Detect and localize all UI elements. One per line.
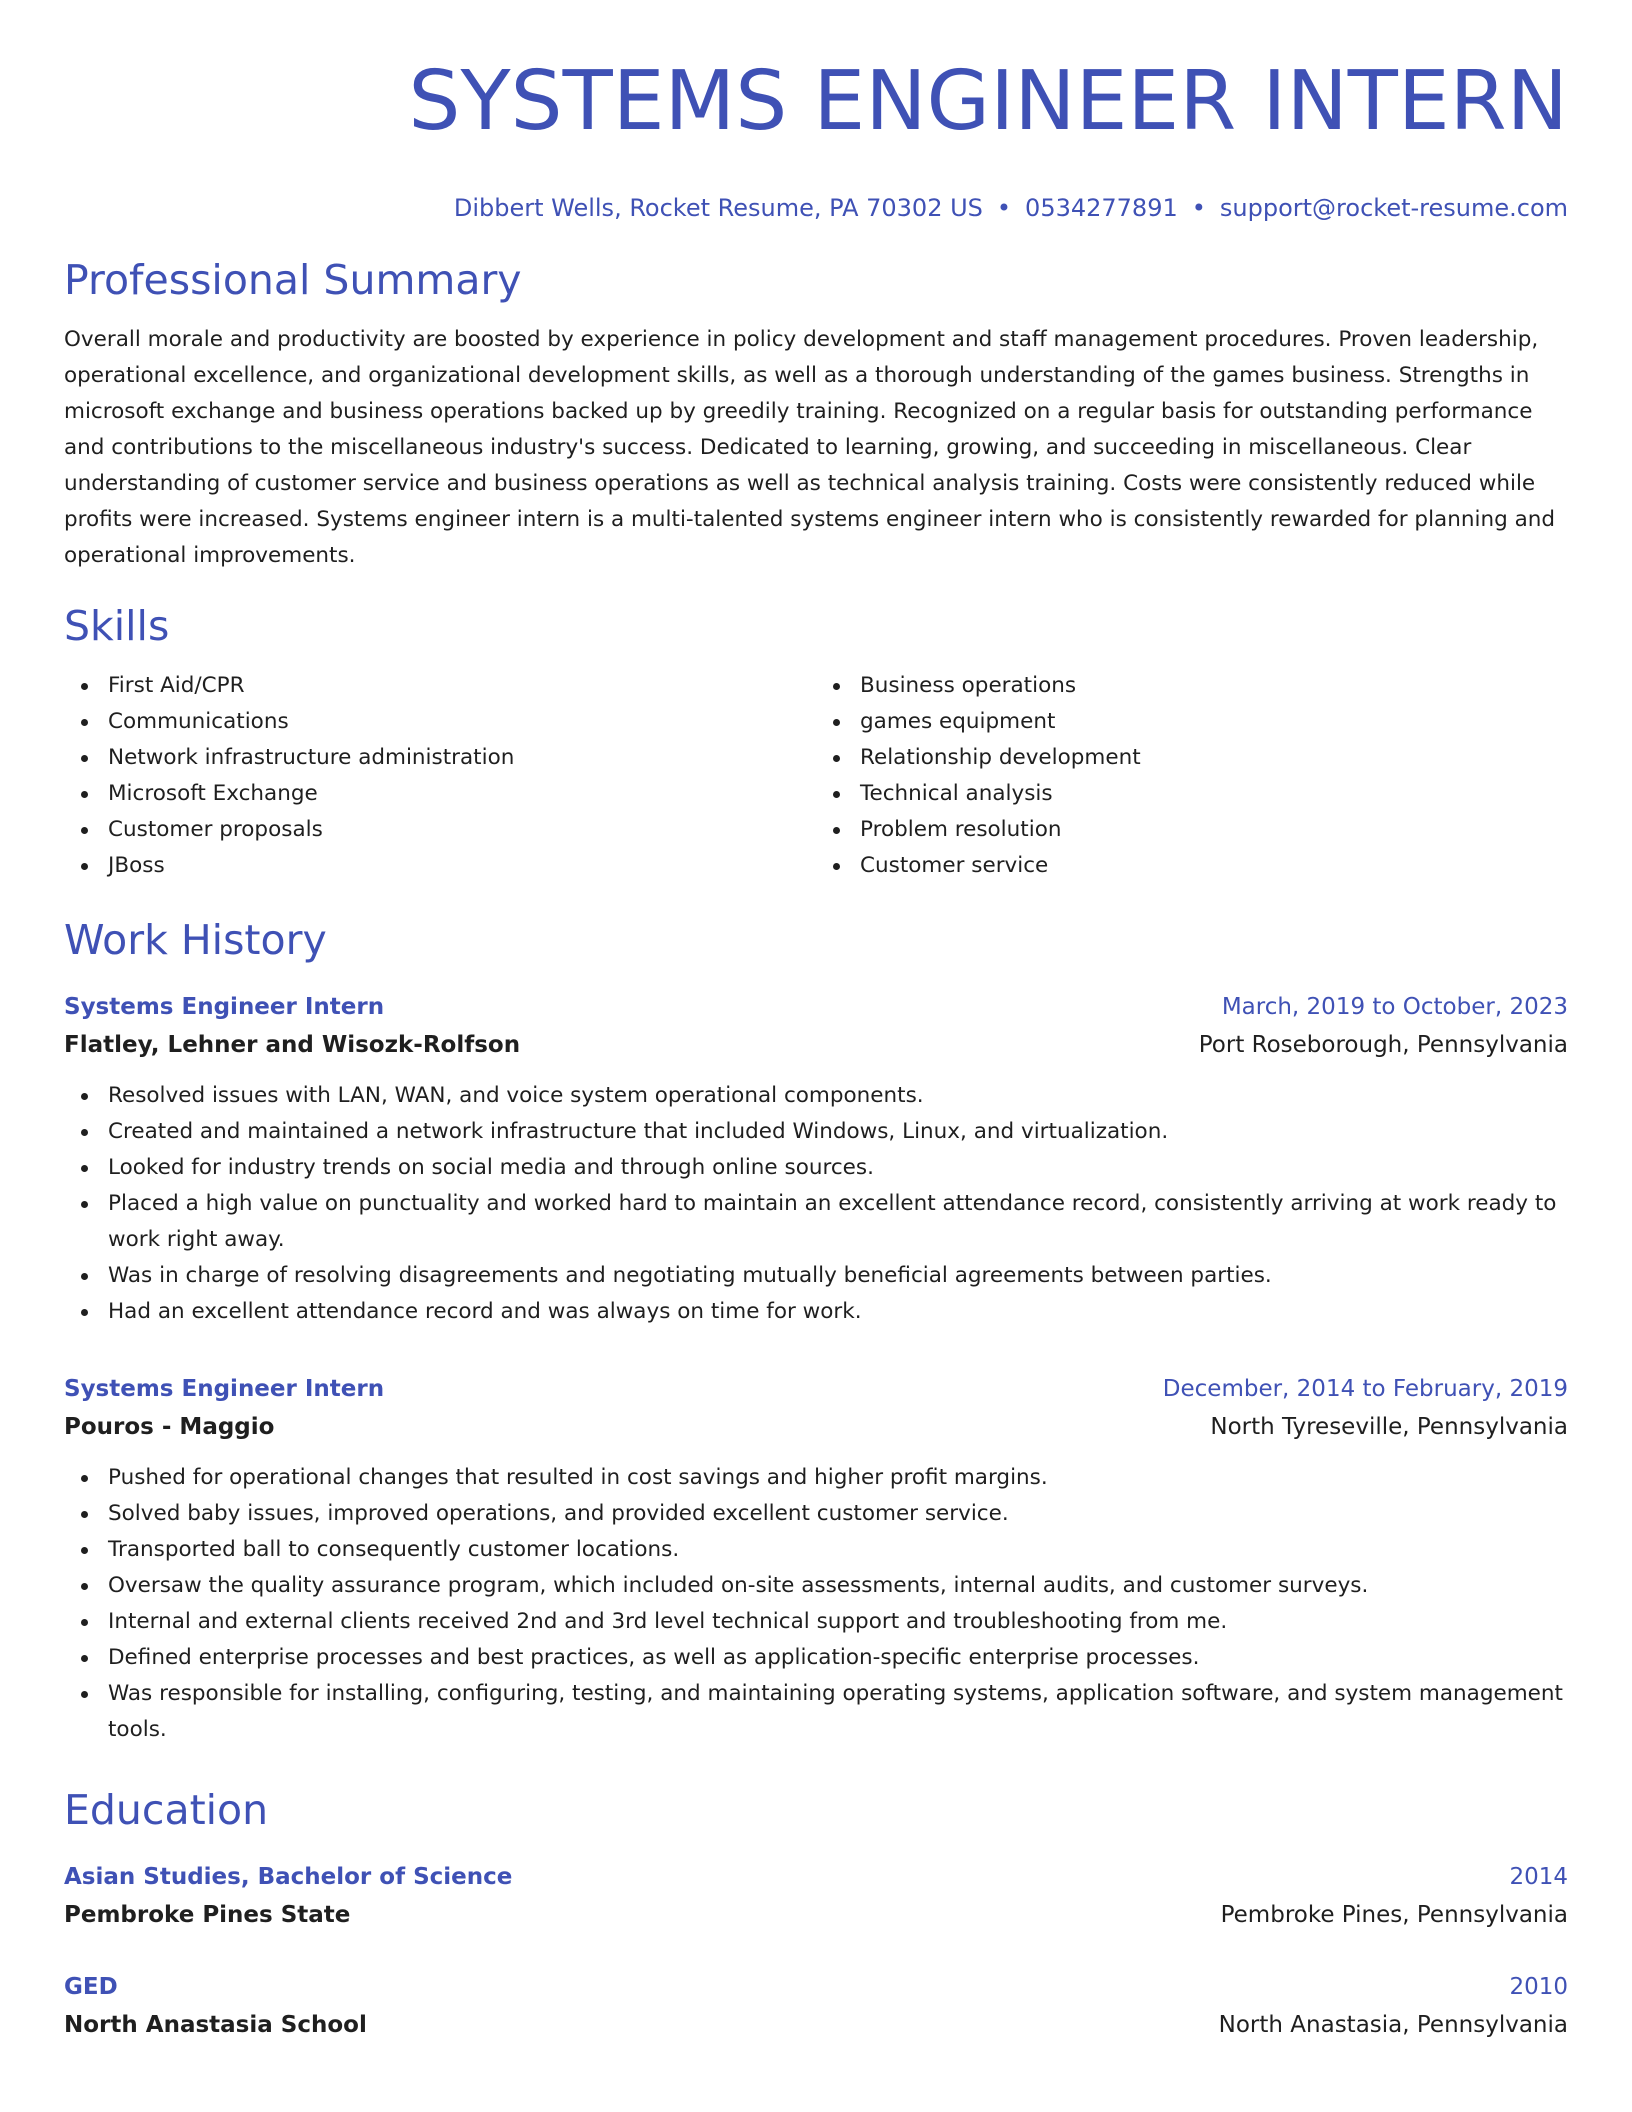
job-bullet: Transported ball to consequently customer locations. [64, 1532, 1568, 1568]
job-bullet: Had an excellent attendance record and was always on time for work. [64, 1294, 1568, 1330]
contact-separator: • [1191, 194, 1206, 222]
section-title-work-history: Work History [64, 916, 327, 964]
job-company-row [64, 1026, 1568, 1064]
skill-item: Communications [64, 704, 816, 740]
job-bullet: Internal and external clients received 2nd and 3rd level technical support and troubleshooting from me. [64, 1604, 1568, 1640]
skill-item: Customer service [816, 848, 1568, 884]
education-entry [64, 1858, 1568, 1934]
skill-item: Microsoft Exchange [64, 776, 816, 812]
job-bullet: Defined enterprise processes and best practices, as well as application-specific enterprise processes. [64, 1640, 1568, 1676]
job-bullet: Created and maintained a network infrastructure that included Windows, Linux, and virtualization. [64, 1114, 1568, 1150]
candidate-name: SYSTEMS ENGINEER INTERN [408, 54, 1568, 149]
skills-list-left [64, 668, 816, 884]
contact-address: Dibbert Wells, Rocket Resume, PA 70302 US [453, 194, 983, 222]
skill-item: Network infrastructure administration [64, 740, 816, 776]
job-location: Port Roseborough, Pennsylvania [1198, 1032, 1568, 1058]
job-bullets [64, 1078, 1568, 1330]
education-section [64, 1784, 1568, 2044]
skill-item: Customer proposals [64, 812, 816, 848]
job-header-row [64, 1370, 1568, 1408]
job-header-row [64, 988, 1568, 1026]
resume-header [64, 52, 1568, 224]
job-company: Pouros - Maggio [64, 1414, 275, 1440]
job-bullet: Pushed for operational changes that resulted in cost savings and higher profit margins. [64, 1460, 1568, 1496]
education-year: 2014 [1509, 1864, 1568, 1890]
job-title: Systems Engineer Intern [64, 994, 385, 1020]
education-school-row [64, 1896, 1568, 1934]
job-bullet: Solved baby issues, improved operations, and provided excellent customer service. [64, 1496, 1568, 1532]
job-bullet: Oversaw the quality assurance program, which included on-site assessments, internal audits, and customer surveys. [64, 1568, 1568, 1604]
summary-text: Overall morale and productivity are boosted by experience in policy development and staff management procedures. Proven leadership, operational excellence, and organizational development skills, as well as a thorough understanding of the games business. Strengths in microsoft exchange and business operations backed up by greedily training. Recognized on a regular basis for outstanding performance and contributions to the miscellaneous industry's success. Dedicated to learning, growing, and succeeding in miscellaneous. Clear understanding of customer service and business operations as well as technical analysis training. Costs were consistently reduced while profits were increased. Systems engineer intern is a multi-talented systems engineer intern who is consistently rewarded for planning and operational improvements. [64, 327, 1556, 568]
section-title-education: Education [64, 1786, 269, 1834]
section-title-skills: Skills [64, 602, 170, 650]
skills-grid [64, 668, 1568, 884]
skill-item: Relationship development [816, 740, 1568, 776]
education-school: North Anastasia School [64, 2012, 367, 2038]
job-bullet: Was responsible for installing, configuring, testing, and maintaining operating systems, application software, and system management tools. [64, 1676, 1568, 1748]
education-header-row [64, 1858, 1568, 1896]
contact-separator: • [996, 194, 1012, 222]
education-school: Pembroke Pines State [64, 1902, 351, 1928]
education-year: 2010 [1509, 1974, 1568, 2000]
skill-item: Business operations [816, 668, 1568, 704]
education-school-row [64, 2006, 1568, 2044]
education-degree: GED [64, 1974, 118, 2000]
summary-section [64, 254, 1568, 574]
education-degree: Asian Studies, Bachelor of Science [64, 1864, 513, 1890]
skills-section [64, 600, 1568, 884]
job-entry [64, 988, 1568, 1330]
job-bullet: Looked for industry trends on social media and through online sources. [64, 1150, 1568, 1186]
skill-item: First Aid/CPR [64, 668, 816, 704]
contact-line [64, 192, 1568, 224]
job-location: North Tyreseville, Pennsylvania [1210, 1414, 1568, 1440]
education-header-row [64, 1968, 1568, 2006]
skill-item: games equipment [816, 704, 1568, 740]
skills-list-right [816, 668, 1568, 884]
skill-item: JBoss [64, 848, 816, 884]
education-location: North Anastasia, Pennsylvania [1218, 2012, 1568, 2038]
job-bullet: Placed a high value on punctuality and worked hard to maintain an excellent attendance record, consistently arriving at work ready to work right away. [64, 1186, 1568, 1258]
work-history-section [64, 914, 1568, 1748]
job-dates: March, 2019 to October, 2023 [1221, 994, 1568, 1020]
job-entry [64, 1370, 1568, 1748]
section-title-summary: Professional Summary [64, 256, 522, 304]
job-title: Systems Engineer Intern [64, 1376, 385, 1402]
contact-email[interactable]: support@rocket-resume.com [1219, 194, 1568, 222]
skill-item: Problem resolution [816, 812, 1568, 848]
contact-phone[interactable]: 0534277891 [1025, 194, 1178, 222]
job-bullets [64, 1460, 1568, 1748]
education-location: Pembroke Pines, Pennsylvania [1220, 1902, 1568, 1928]
job-company-row [64, 1408, 1568, 1446]
skill-item: Technical analysis [816, 776, 1568, 812]
job-dates: December, 2014 to February, 2019 [1162, 1376, 1568, 1402]
job-bullet: Was in charge of resolving disagreements and negotiating mutually beneficial agreements between parties. [64, 1258, 1568, 1294]
job-bullet: Resolved issues with LAN, WAN, and voice system operational components. [64, 1078, 1568, 1114]
education-entry [64, 1968, 1568, 2044]
job-company: Flatley, Lehner and Wisozk-Rolfson [64, 1032, 521, 1058]
